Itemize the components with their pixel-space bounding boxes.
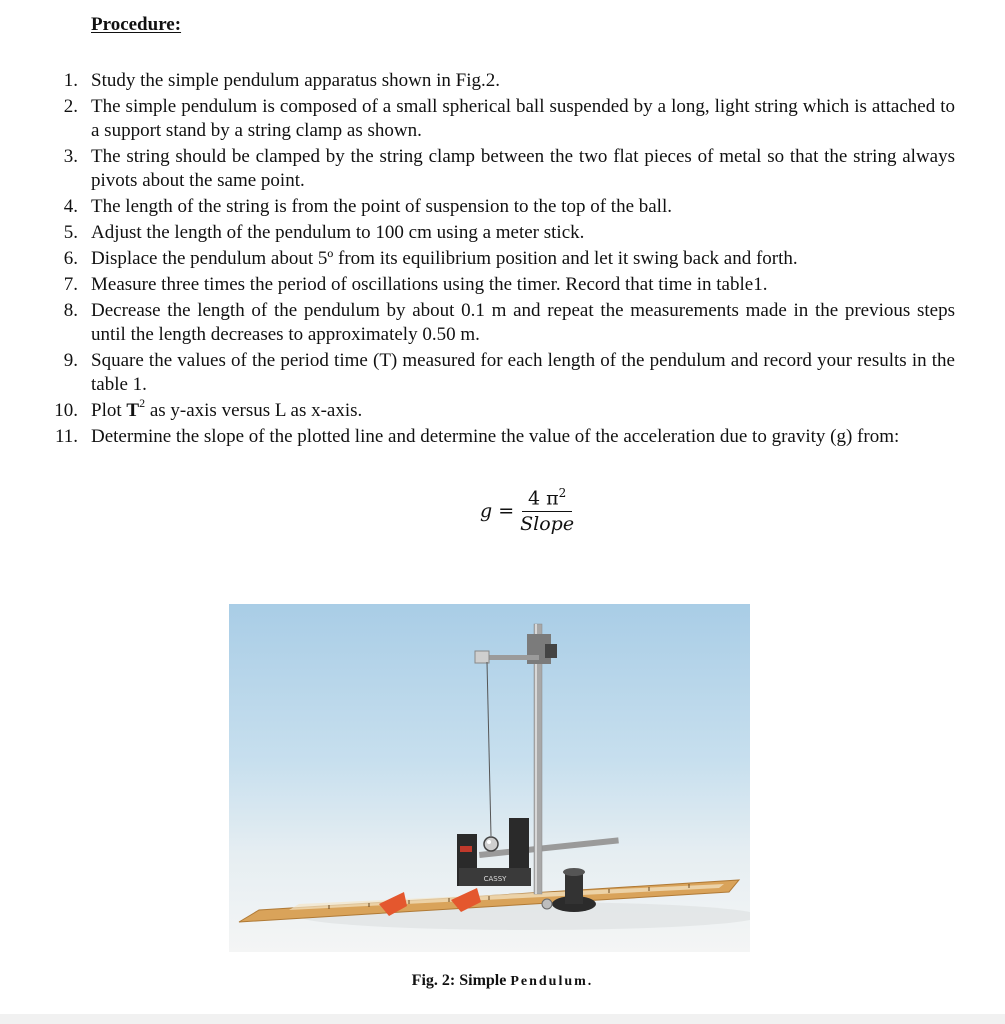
step-text: Study the simple pendulum apparatus shown in Fig.2. [91,70,501,91]
formula-denominator: Slope [520,513,575,536]
step-item [0,273,1005,297]
step-number: 5. [63,222,78,243]
step-number: 11. [54,426,78,447]
t-symbol: T [126,400,140,421]
figure-caption [0,972,1005,990]
step-number: 10. [54,400,78,421]
t-exponent: 2 [139,395,146,410]
step-number: 6. [63,248,78,269]
step-number: 7. [63,274,78,295]
step-text: The length of the string is from the point of suspension to the top of the ball. [91,196,672,217]
step-number: 1. [63,70,78,91]
pendulum-string [487,662,491,836]
step-item [0,95,1005,143]
step-item [0,247,1005,271]
lower-rod [479,837,619,858]
procedure-heading: Procedure: [91,14,182,35]
string-clamp [475,651,489,663]
step-item [0,349,1005,397]
step-number: 3. [63,146,78,167]
caption-prefix: Fig. 2: Simple [411,972,507,989]
procedure-steps-list [0,69,1005,451]
step-text: The simple pendulum is composed of a small spherical ball suspended by a long, light string which is attached to a support stand by a string clamp as shown. [91,96,955,141]
step-text: Decrease the length of the pendulum by about 0.1 m and repeat the measurements made in the previous steps until the length decreases to approximately 0.50 m. [91,300,955,345]
caption-spaced: Pendulum. [510,974,594,989]
formula-numerator [522,486,572,512]
spare-ball [542,899,552,909]
pendulum-ball [484,837,498,851]
page-bottom-strip [0,1014,1005,1024]
formula-numerator-base: 4 π [527,487,559,510]
step-item [0,395,1005,423]
timer-label: CASSY [483,875,507,883]
formula-lhs: g = [480,499,515,522]
step-item [0,195,1005,219]
step-text: Determine the slope of the plotted line and determine the value of the acceleration due to gravity (g) from: [91,426,900,447]
step-text [91,395,955,423]
step-text: The string should be clamped by the string clamp between the two flat pieces of metal so that the string always pivots about the same point. [91,146,955,191]
formula-numerator-exponent: 2 [558,486,567,500]
step-text: Adjust the length of the pendulum to 100 cm using a meter stick. [91,222,585,243]
step-item [0,221,1005,245]
step-text: Square the values of the period time (T) measured for each length of the pendulum and record your results in the table 1. [91,350,955,395]
gravity-formula [480,486,574,535]
step-text: Displace the pendulum about 5º from its equilibrium position and let it swing back and forth. [91,248,798,269]
pendulum-illustration [229,604,750,952]
step-item [0,145,1005,193]
step-item [0,425,1005,449]
step-number: 4. [63,196,78,217]
step-item [0,299,1005,347]
step-text-before: Plot [91,400,127,421]
step-number: 8. [63,300,78,321]
step-item [0,69,1005,93]
step-text: Measure three times the period of oscillations using the timer. Record that time in table1. [91,274,768,295]
step-number: 9. [63,350,78,371]
pendulum-photo [229,604,750,952]
step-number: 2. [63,96,78,117]
formula-fraction [520,486,574,535]
step-text-after: as y-axis versus L as x-axis. [145,400,363,421]
